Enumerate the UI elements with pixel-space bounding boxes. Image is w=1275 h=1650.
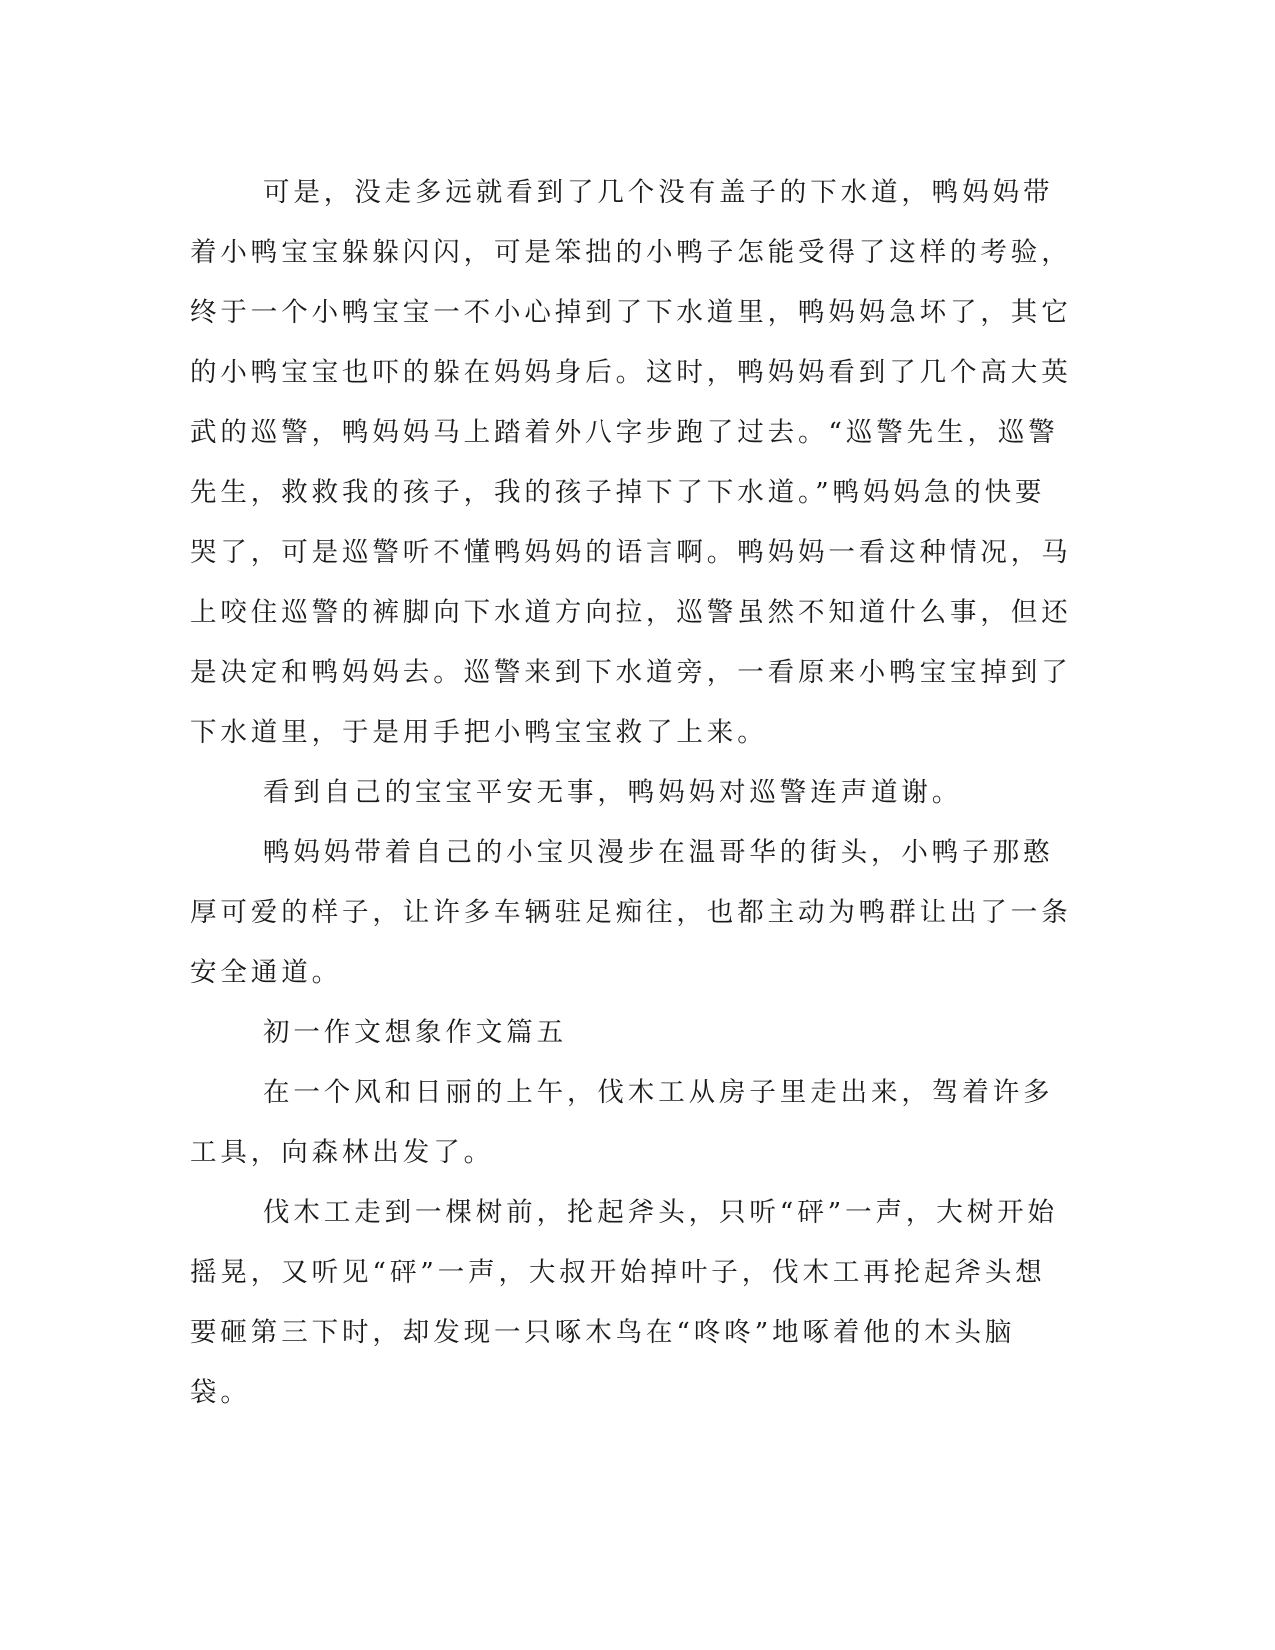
paragraph-woodcutter-start: 在一个风和日丽的上午，伐木工从房子里走出来，驾着许多工具，向森林出发了。 <box>190 1077 1054 1168</box>
paragraph-duck-thanks: 看到自己的宝宝平安无事，鸭妈妈对巡警连声道谢。 <box>263 777 963 808</box>
paragraph-woodcutter-tree: 伐木工走到一棵树前，抡起斧头，只听“砰”一声，大树开始摇晃，又听见“砰”一声，大叔开始掉叶子，伐木工再抡起斧头想要砸第三下时，却发现一只啄木鸟在“咚咚”地啄着他的木头脑袋。 <box>190 1197 1058 1408</box>
paragraph-duck-street: 鸭妈妈带着自己的小宝贝漫步在温哥华的街头，小鸭子那憨厚可爱的样子，让许多车辆驻足痴往，也都主动为鸭群让出了一条安全通道。 <box>190 837 1072 988</box>
paragraph-duck-rescue: 可是，没走多远就看到了几个没有盖子的下水道，鸭妈妈带着小鸭宝宝躲躲闪闪，可是笨拙的小鸭子怎能受得了这样的考验，终于一个小鸭宝宝一不小心掉到了下水道里，鸭妈妈急坏了，其它的小鸭宝宝也吓的躲在妈妈身后。这时，鸭妈妈看到了几个高大英武的巡警，鸭妈妈马上踏着外八字步跑了过去。“巡警先生，巡警先生，救救我的孩子，我的孩子掉下了下水道。”鸭妈妈急的快要哭了，可是巡警听不懂鸭妈妈的语言啊。鸭妈妈一看这种情况，马上咬住巡警的裤脚向下水道方向拉，巡警虽然不知道什么事，但还是决定和鸭妈妈去。巡警来到下水道旁，一看原来小鸭宝宝掉到了下水道里，于是用手把小鸭宝宝救了上来。 <box>190 177 1072 748</box>
section-heading: 初一作文想象作文篇五 <box>263 1017 567 1048</box>
document-page <box>190 163 1075 1423</box>
